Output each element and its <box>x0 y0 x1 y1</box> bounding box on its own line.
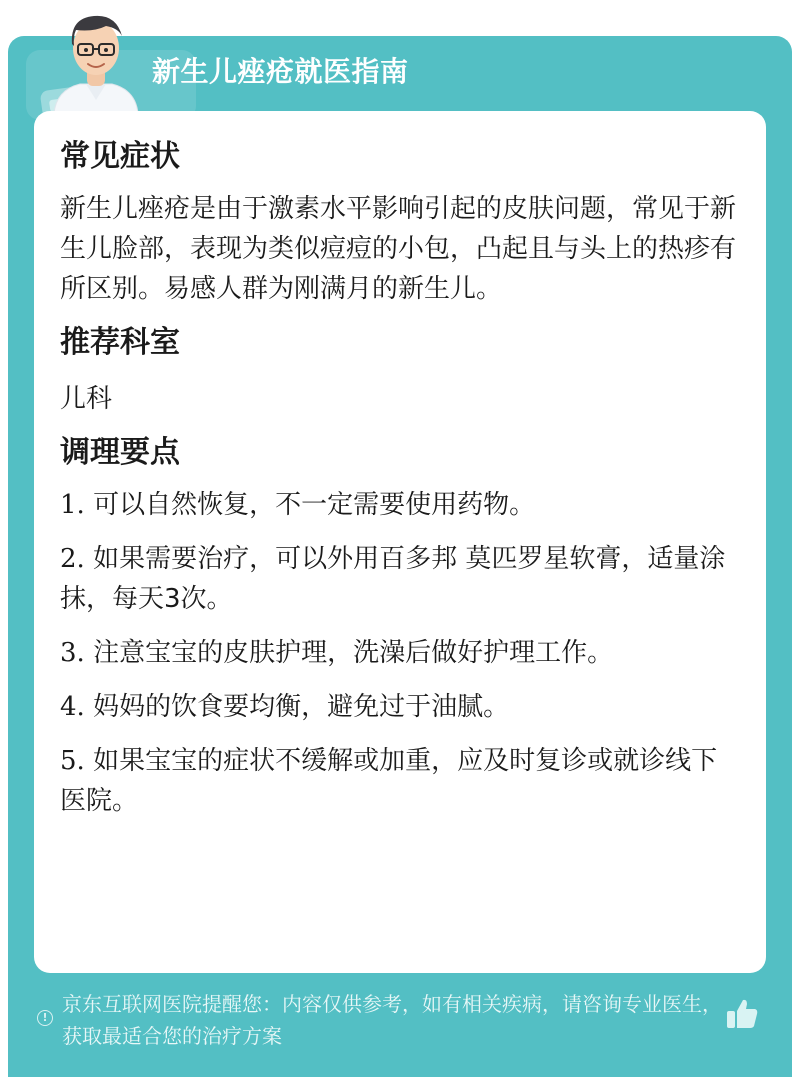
care-title: 调理要点 <box>60 435 180 470</box>
list-item <box>60 687 740 727</box>
list-item <box>60 485 740 525</box>
item-number: 5. <box>60 746 85 776</box>
item-text: 可以自然恢复，不一定需要使用药物。 <box>93 490 536 520</box>
doctor-avatar <box>46 6 146 114</box>
guide-content <box>34 111 766 973</box>
item-text: 如果宝宝的症状不缓解或加重，应及时复诊或就诊线下医院。 <box>60 746 718 816</box>
item-number: 3. <box>60 638 85 668</box>
department-text: 儿科 <box>60 384 113 414</box>
info-icon: ! <box>37 1010 53 1026</box>
item-text: 如果需要治疗，可以外用百多邦 莫匹罗星软膏，适量涂抹，每天3次。 <box>60 544 726 614</box>
disclaimer-text: 京东互联网医院提醒您：内容仅供参考，如有相关疾病，请咨询专业医生，获取最适合您的治疗方案 <box>62 992 722 1048</box>
thumbs-up-icon[interactable] <box>724 996 760 1032</box>
item-number: 2. <box>60 544 85 574</box>
list-item <box>60 539 740 619</box>
list-item <box>60 633 740 673</box>
care-list <box>60 485 740 821</box>
list-item <box>60 741 740 821</box>
department-title: 推荐科室 <box>60 325 180 360</box>
item-text: 妈妈的饮食要均衡，避免过于油腻。 <box>93 692 510 722</box>
symptoms-title: 常见症状 <box>60 139 180 174</box>
item-text: 注意宝宝的皮肤护理，洗澡后做好护理工作。 <box>93 638 614 668</box>
item-number: 4. <box>60 692 85 722</box>
page-title: 新生儿痤疮就医指南 <box>152 55 409 88</box>
item-number: 1. <box>60 490 85 520</box>
symptoms-text: 新生儿痤疮是由于激素水平影响引起的皮肤问题，常见于新生儿脸部，表现为类似痘痘的小包，凸起且与头上的热疹有所区别。易感人群为刚满月的新生儿。 <box>60 194 737 304</box>
